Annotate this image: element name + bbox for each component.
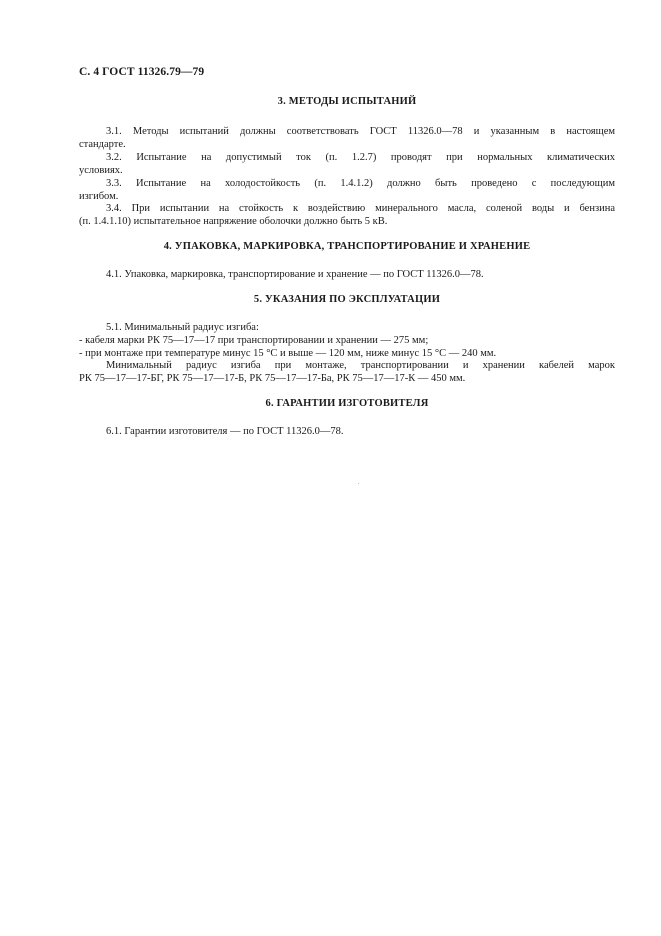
paragraph-5-1-note: Минимальный радиус изгиба при монтаже, транспортировании и хранении кабелей марок <box>106 360 615 371</box>
section-4-heading: 4. УПАКОВКА, МАРКИРОВКА, ТРАНСПОРТИРОВАНИЕ И ХРАНЕНИЕ <box>163 241 531 252</box>
paragraph-5-1-item-2: - при монтаже при температуре минус 15 °С и выше — 120 мм, ниже минус 15 °С — 240 мм. <box>79 348 497 359</box>
paragraph-5-1-item-1: - кабеля марки РК 75—17—17 при транспортировании и хранении — 275 мм; <box>79 335 429 346</box>
paragraph-3-1-cont: стандарте. <box>79 139 126 150</box>
scan-speck <box>358 483 359 484</box>
paragraph-5-1-note-cont: РК 75—17—17-БГ, РК 75—17—17-Б, РК 75—17—17-Ба, РК 75—17—17-К — 450 мм. <box>79 373 466 384</box>
section-5-heading: 5. УКАЗАНИЯ ПО ЭКСПЛУАТАЦИИ <box>253 294 441 305</box>
paragraph-3-4-cont: (п. 1.4.1.10) испытательное напряжение оболочки должно быть 5 кВ. <box>79 216 388 227</box>
paragraph-3-4: 3.4. При испытании на стойкость к воздействию минерального масла, соленой воды и бензина <box>106 203 615 214</box>
paragraph-3-3: 3.3. Испытание на холодостойкость (п. 1.4.1.2) должно быть проведено с последующим <box>106 178 615 189</box>
paragraph-4-1: 4.1. Упаковка, маркировка, транспортирование и хранение — по ГОСТ 11326.0—78. <box>106 269 484 280</box>
section-6-heading: 6. ГАРАНТИИ ИЗГОТОВИТЕЛЯ <box>265 398 429 409</box>
paragraph-3-2-cont: условиях. <box>79 165 123 176</box>
paragraph-6-1: 6.1. Гарантии изготовителя — по ГОСТ 11326.0—78. <box>106 426 344 437</box>
running-head: С. 4 ГОСТ 11326.79—79 <box>79 66 205 78</box>
paragraph-3-3-cont: изгибом. <box>79 191 119 202</box>
paragraph-3-2: 3.2. Испытание на допустимый ток (п. 1.2.7) проводят при нормальных климатических <box>106 152 615 163</box>
paragraph-5-1: 5.1. Минимальный радиус изгиба: <box>106 322 259 333</box>
section-3-heading: 3. МЕТОДЫ ИСПЫТАНИЙ <box>277 96 417 107</box>
paragraph-3-1: 3.1. Методы испытаний должны соответствовать ГОСТ 11326.0—78 и указанным в настоящем <box>106 126 615 137</box>
